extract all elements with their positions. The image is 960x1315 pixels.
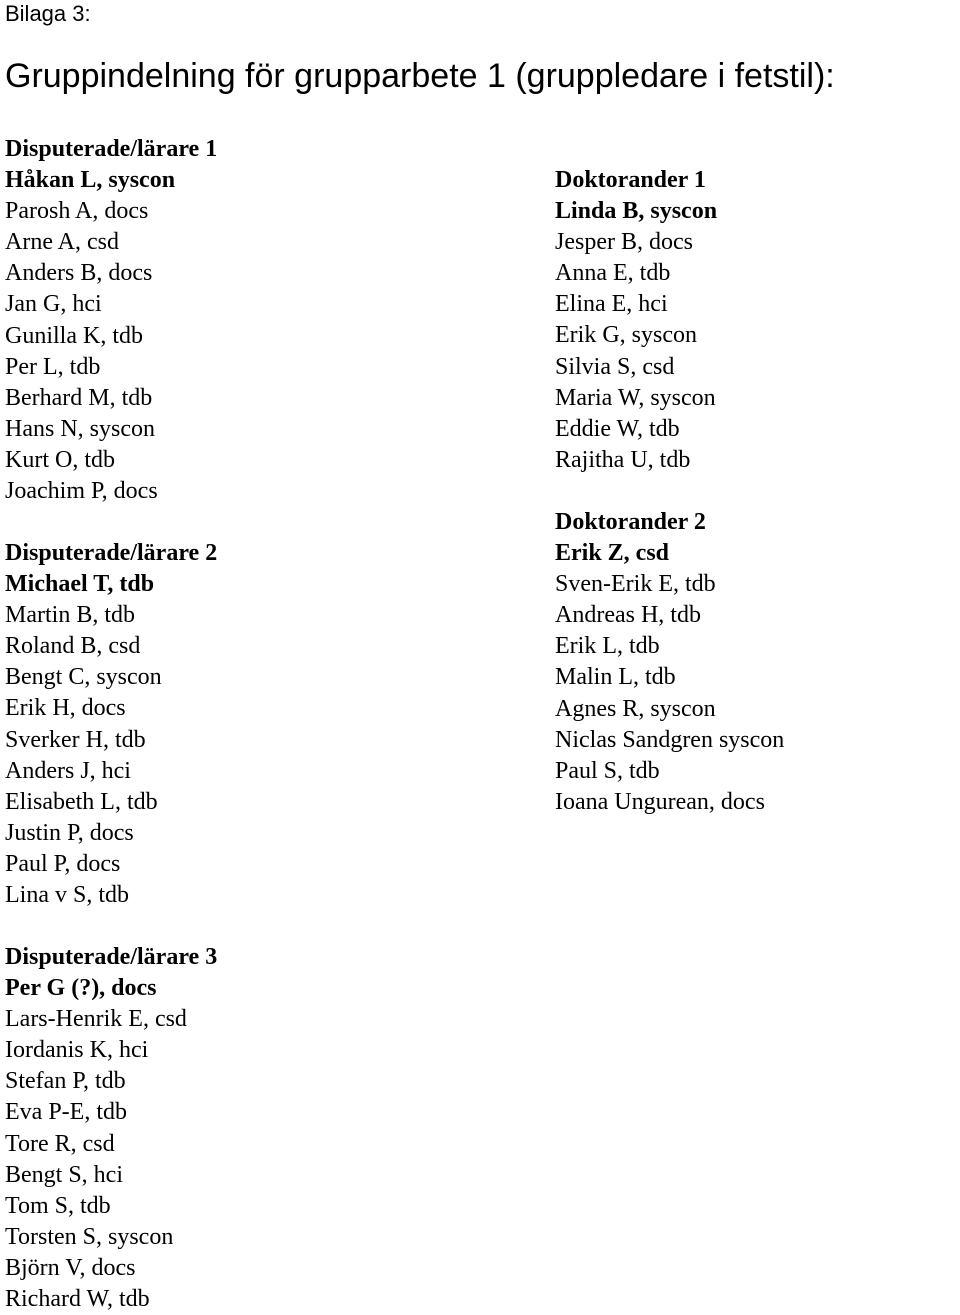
group-member: Malin L, tdb <box>555 664 676 691</box>
member-list <box>5 165 217 507</box>
group-member: Bengt S, hci <box>5 1161 123 1188</box>
member-list <box>555 538 784 818</box>
group-member: Tore R, csd <box>5 1130 115 1157</box>
group-member: Iordanis K, hci <box>5 1037 149 1064</box>
group-member: Justin P, docs <box>5 819 134 846</box>
group-member: Anders B, docs <box>5 260 153 287</box>
group-member: Parosh A, docs <box>5 198 149 225</box>
group-member: Jesper B, docs <box>555 229 693 256</box>
group-leader: Michael T, tdb <box>5 571 155 598</box>
group-member: Erik L, tdb <box>555 633 660 660</box>
group-disputerade-2 <box>5 538 217 911</box>
page-title: Gruppindelning för grupparbete 1 (gruppledare i fetstil): <box>5 57 835 95</box>
group-member: Roland B, csd <box>5 633 141 660</box>
member-list <box>5 973 217 1315</box>
group-member: Erik H, docs <box>5 695 126 722</box>
group-member: Erik G, syscon <box>555 322 697 349</box>
group-member: Martin B, tdb <box>5 602 135 629</box>
group-member: Sven-Erik E, tdb <box>555 571 716 598</box>
group-heading: Disputerade/lärare 2 <box>5 540 218 566</box>
group-member: Maria W, syscon <box>555 384 716 411</box>
group-member: Per L, tdb <box>5 353 101 380</box>
group-leader: Linda B, syscon <box>555 198 718 225</box>
appendix-label: Bilaga 3: <box>5 1 91 26</box>
group-member: Hans N, syscon <box>5 415 155 442</box>
group-member: Kurt O, tdb <box>5 446 115 473</box>
group-member: Stefan P, tdb <box>5 1068 126 1095</box>
group-member: Ioana Ungurean, docs <box>555 788 765 815</box>
group-member: Gunilla K, tdb <box>5 322 143 349</box>
group-member: Niclas Sandgren syscon <box>555 726 785 753</box>
group-member: Joachim P, docs <box>5 478 158 505</box>
group-doktorander-1 <box>555 165 717 476</box>
group-member: Bengt C, syscon <box>5 664 162 691</box>
group-member: Sverker H, tdb <box>5 726 146 753</box>
group-leader: Per G (?), docs <box>5 975 157 1002</box>
group-member: Richard W, tdb <box>5 1286 150 1313</box>
group-heading: Disputerade/lärare 3 <box>5 944 218 970</box>
group-member: Elina E, hci <box>555 291 668 318</box>
group-member: Berhard M, tdb <box>5 384 153 411</box>
group-member: Agnes R, syscon <box>555 695 716 722</box>
group-heading: Doktorander 1 <box>555 167 706 193</box>
group-member: Anna E, tdb <box>555 260 671 287</box>
group-member: Rajitha U, tdb <box>555 446 691 473</box>
group-member: Lars-Henrik E, csd <box>5 1006 187 1033</box>
group-leader: Erik Z, csd <box>555 540 670 567</box>
group-member: Andreas H, tdb <box>555 602 701 629</box>
group-heading: Doktorander 2 <box>555 509 706 535</box>
group-disputerade-1 <box>5 134 217 507</box>
group-member: Elisabeth L, tdb <box>5 788 158 815</box>
member-list <box>555 196 717 476</box>
group-member: Eddie W, tdb <box>555 415 680 442</box>
group-leader: Håkan L, syscon <box>5 167 176 194</box>
group-member: Tom S, tdb <box>5 1192 111 1219</box>
group-member: Jan G, hci <box>5 291 102 318</box>
group-heading: Disputerade/lärare 1 <box>5 136 218 162</box>
member-list <box>5 569 217 911</box>
group-doktorander-2 <box>555 507 784 818</box>
group-disputerade-3 <box>5 942 217 1315</box>
group-member: Anders J, hci <box>5 757 131 784</box>
group-member: Lina v S, tdb <box>5 882 129 909</box>
group-member: Silvia S, csd <box>555 353 675 380</box>
group-member: Arne A, csd <box>5 229 119 256</box>
group-member: Paul P, docs <box>5 850 121 877</box>
group-member: Björn V, docs <box>5 1254 136 1281</box>
group-member: Paul S, tdb <box>555 757 660 784</box>
group-member: Torsten S, syscon <box>5 1223 174 1250</box>
group-member: Eva P-E, tdb <box>5 1099 127 1126</box>
